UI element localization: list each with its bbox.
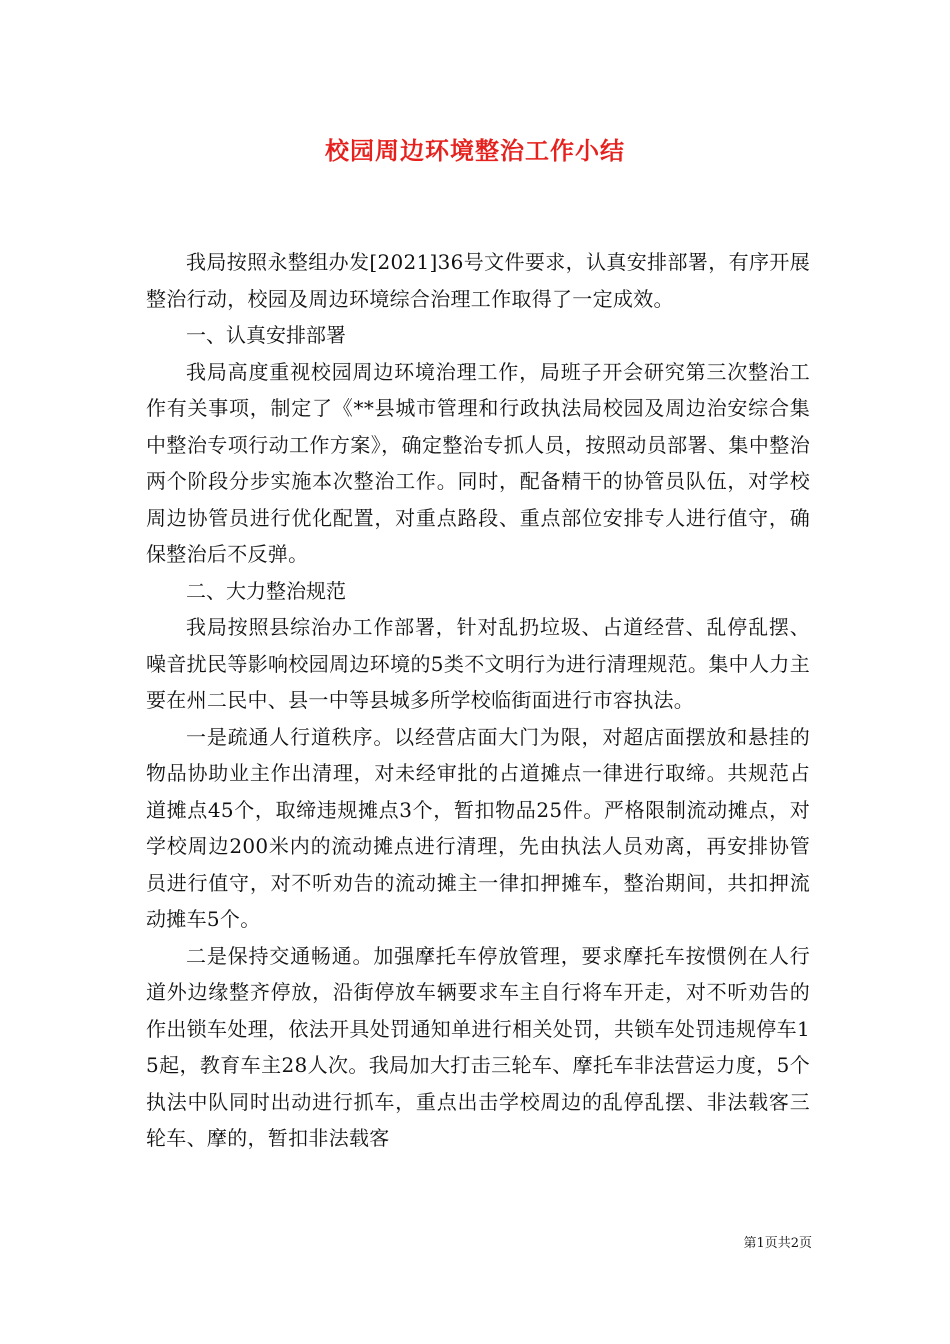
- paragraph-section-1: 我局高度重视校园周边环境治理工作，局班子开会研究第三次整治工作有关事项，制定了《**县城市管理和行政执法局校园及周边治安综合集中整治专项行动工作方案》，确定整治专抓人员，按照动员部署、集中整治两个阶段分步实施本次整治工作。同时，配备精干的协管员队伍，对学校周边协管员进行优化配置，对重点路段、重点部位安排专人进行值守，确保整治后不反弹。: [146, 359, 810, 566]
- section-heading-2: 二、大力整治规范: [186, 578, 346, 603]
- page-title: 校园周边环境整治工作小结: [325, 136, 625, 165]
- paragraph-point-2: 二是保持交通畅通。加强摩托车停放管理，要求摩托车按惯例在人行道外边缘整齐停放，沿街停放车辆要求车主自行将车开走，对不听劝告的作出锁车处理，依法开具处罚通知单进行相关处罚，共锁车处罚违规停车15起，教育车主28人次。我局加大打击三轮车、摩托车非法营运力度，5个执法中队同时出动进行抓车，重点出击学校周边的乱停乱摆、非法载客三轮车、摩的，暂扣非法载客: [146, 943, 810, 1150]
- document-body: [146, 244, 810, 1157]
- section-heading-1: 一、认真安排部署: [186, 323, 346, 347]
- paragraph-section-2: 我局按照县综治办工作部署，针对乱扔垃圾、占道经营、乱停乱摆、噪音扰民等影响校园周边环境的5类不文明行为进行清理规范。集中人力主要在州二民中、县一中等县城多所学校临街面进行市容执法。: [146, 615, 810, 712]
- page-number: 第1页共2页: [743, 1236, 812, 1251]
- paragraph-point-1: 一是疏通人行道秩序。以经营店面大门为限，对超店面摆放和悬挂的物品协助业主作出清理，对未经审批的占道摊点一律进行取缔。共规范占道摊点45个，取缔违规摊点3个，暂扣物品25件。严格限制流动摊点，对学校周边200米内的流动摊点进行清理，先由执法人员劝离，再安排协管员进行值守，对不听劝告的流动摊主一律扣押摊车，整治期间，共扣押流动摊车5个。: [146, 724, 810, 931]
- paragraph-intro: 我局按照永整组办发[2021]36号文件要求，认真安排部署，有序开展整治行动，校园及周边环境综合治理工作取得了一定成效。: [146, 250, 810, 311]
